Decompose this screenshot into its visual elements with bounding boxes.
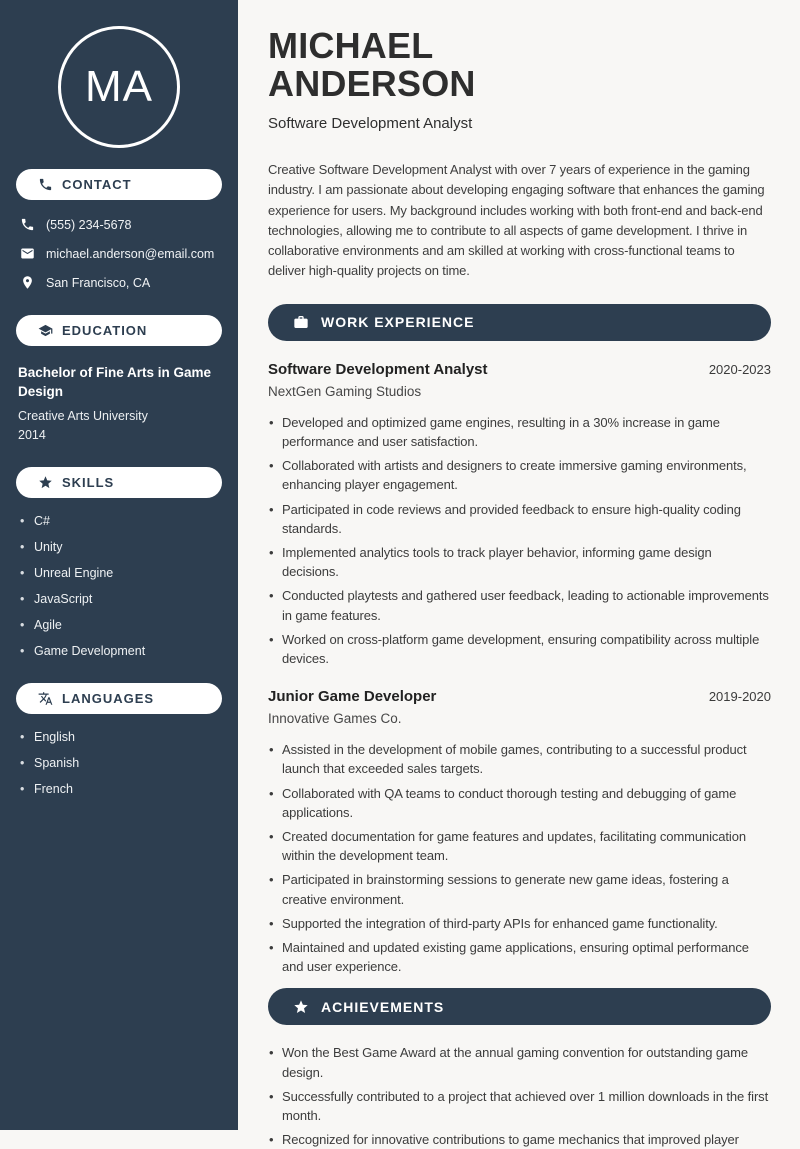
job-company: NextGen Gaming Studios	[268, 383, 422, 399]
job-bullet: • Collaborated with QA teams to conduct thorough testing and debugging of game applications.	[268, 784, 771, 822]
location-icon	[20, 275, 35, 290]
skills-list	[20, 514, 222, 658]
language-item: • English	[20, 730, 222, 744]
candidate-title: Software Development Analyst	[268, 115, 473, 132]
achievement-bullet: • Successfully contributed to a project that achieved over 1 million downloads in the first month.	[268, 1087, 771, 1125]
sidebar	[0, 0, 238, 1130]
candidate-last-name: ANDERSON	[268, 63, 476, 104]
achievement-bullet: • Recognized for innovative contributions to game mechanics that improved player	[268, 1130, 771, 1149]
graduation-cap-icon	[38, 323, 53, 338]
phone-icon	[20, 217, 35, 232]
skill-item: • Game Development	[20, 644, 222, 658]
job-title: Software Development Analyst	[268, 360, 488, 378]
education-degree: Bachelor of Fine Arts in Game Design	[18, 365, 212, 399]
languages-section-header	[16, 683, 222, 714]
contact-phone	[20, 217, 222, 232]
education-entry	[18, 363, 222, 442]
contact-phone-value: (555) 234-5678	[46, 217, 132, 232]
skill-item: • JavaScript	[20, 592, 222, 606]
email-icon	[20, 246, 35, 261]
contact-section-label: CONTACT	[62, 177, 132, 192]
contact-email-value: michael.anderson@email.com	[46, 246, 215, 261]
star-icon	[293, 999, 309, 1015]
job-bullet: • Collaborated with artists and designers to create immersive gaming environments, enhancing player engagement.	[268, 456, 771, 494]
translate-icon	[38, 691, 53, 706]
job-bullet: • Implemented analytics tools to track player behavior, informing game design decisions.	[268, 543, 771, 581]
contact-location-value: San Francisco, CA	[46, 275, 151, 290]
work-experience-header	[268, 304, 771, 341]
skill-item: • C#	[20, 514, 222, 528]
candidate-first-name: MICHAEL	[268, 25, 434, 66]
job-header	[268, 688, 771, 705]
education-school: Creative Arts University	[18, 409, 148, 423]
skill-item: • Unreal Engine	[20, 566, 222, 580]
job-bullet: • Created documentation for game features and updates, facilitating communication within the development team.	[268, 827, 771, 865]
skills-section-label: SKILLS	[62, 475, 115, 490]
languages-list	[20, 730, 222, 796]
phone-icon	[38, 177, 53, 192]
skill-item: • Agile	[20, 618, 222, 632]
job-dates: 2020-2023	[708, 361, 771, 377]
job-entry	[268, 688, 771, 976]
avatar-initials: MA	[85, 62, 153, 111]
education-section-label: EDUCATION	[62, 323, 148, 338]
education-year: 2014	[18, 428, 46, 442]
contact-list	[20, 217, 222, 290]
job-bullet: • Participated in brainstorming sessions to generate new game ideas, fostering a creative environment.	[268, 870, 771, 908]
candidate-name	[268, 27, 771, 103]
contact-location	[20, 275, 222, 290]
language-item: • Spanish	[20, 756, 222, 770]
achievements-list	[268, 1043, 771, 1149]
job-dates: 2019-2020	[708, 689, 771, 705]
job-company: Innovative Games Co.	[268, 711, 402, 727]
job-bullet: • Conducted playtests and gathered user feedback, leading to actionable improvements in game features.	[268, 586, 771, 624]
contact-section-header	[16, 169, 222, 200]
job-bullet: • Maintained and updated existing game applications, ensuring optimal performance and user experience.	[268, 938, 771, 976]
job-bullet: • Developed and optimized game engines, resulting in a 30% increase in game performance and user satisfaction.	[268, 413, 771, 451]
work-experience-label: WORK EXPERIENCE	[321, 314, 475, 331]
achievements-label: ACHIEVEMENTS	[321, 998, 445, 1015]
languages-section-label: LANGUAGES	[62, 691, 155, 706]
job-bullet-list	[268, 740, 771, 976]
education-section-header	[16, 315, 222, 346]
achievement-bullet: • Won the Best Game Award at the annual gaming convention for outstanding game design.	[268, 1043, 771, 1081]
job-bullet-list	[268, 413, 771, 668]
briefcase-icon	[293, 314, 309, 330]
job-bullet: • Participated in code reviews and provided feedback to ensure high-quality coding standards.	[268, 500, 771, 538]
language-item: • French	[20, 782, 222, 796]
profile-summary: Creative Software Development Analyst with over 7 years of experience in the gaming industry. I am passionate about developing engaging software that enhances the gaming experience for users. My background includes working with both front-end and back-end technologies, allowing me to contribute to all aspects of game development. I thrive in collaborative environments and am skilled at working with cross-functional teams to deliver high-quality projects on time.	[268, 162, 765, 279]
achievements-header	[268, 988, 771, 1025]
avatar	[58, 26, 180, 148]
skill-item: • Unity	[20, 540, 222, 554]
skills-section-header	[16, 467, 222, 498]
resume-main	[238, 0, 800, 1148]
contact-email	[20, 246, 222, 261]
star-icon	[38, 475, 53, 490]
job-header	[268, 361, 771, 378]
job-title: Junior Game Developer	[268, 688, 437, 706]
job-bullet: • Assisted in the development of mobile games, contributing to a successful product launch that exceeded sales targets.	[268, 740, 771, 778]
job-bullet: • Supported the integration of third-party APIs for enhanced game functionality.	[268, 914, 771, 933]
job-entry	[268, 361, 771, 668]
job-bullet: • Worked on cross-platform game development, ensuring compatibility across multiple devices.	[268, 630, 771, 668]
